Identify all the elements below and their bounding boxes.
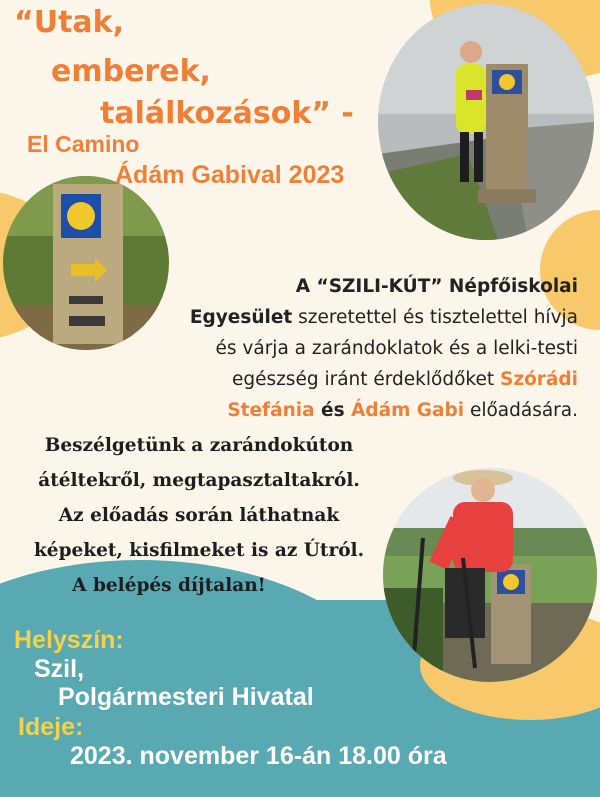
invitation-line-2-rest: szeretettel és tisztelettel hívja [292,307,578,328]
talk-line-1: Beszélgetünk a zarándokúton [44,435,354,456]
talk-paragraph [20,428,378,603]
speaker-surname: Szórádi [500,369,578,390]
location-line-1: Szil, [34,655,85,683]
talk-line-5: A belépés díjtalan! [72,575,266,596]
location-line-2: Polgármesteri Hivatal [58,683,314,711]
invitation-line-4 [120,364,578,395]
time-label: Ideje: [18,713,84,741]
time-value: 2023. november 16-án 18.00 óra [70,742,447,770]
title-line-2: emberek, [51,54,211,89]
invitation-line-3: és várja a zarándoklatok és a lelki-testi [215,338,578,359]
speaker-2-name: Ádám Gabi [351,400,465,421]
location-label: Helyszín: [14,626,124,654]
speaker-firstname: Stefánia [227,400,315,421]
invitation-line-2 [120,302,578,333]
and-text: és [314,400,352,421]
title-line-1: “Utak, [14,5,125,40]
talk-line-2: átéltekről, megtapasztaltakról. [38,470,360,491]
talk-line-4: képeket, kisfilmeket is az Útról. [33,540,365,561]
photo-hiker-red-jacket [383,468,597,682]
invitation-paragraph [120,271,578,426]
title-line-3: találkozások” - [100,96,354,131]
association-name: Egyesület [189,307,293,328]
photo-pilgrim-yellow-jacket [378,4,594,240]
invitation-line-5 [120,395,578,426]
invitation-line-5-rest: előadására. [464,400,578,421]
subtitle-line-1: El Camino [27,131,140,157]
invitation-line-4-text: egészség iránt érdeklődőket [231,369,500,390]
subtitle-line-2: Ádám Gabival 2023 [115,161,345,189]
talk-line-3: Az előadás során láthatnak [58,505,340,526]
invitation-line-1: A “SZILI-KÚT” Népfőiskolai [295,276,578,297]
